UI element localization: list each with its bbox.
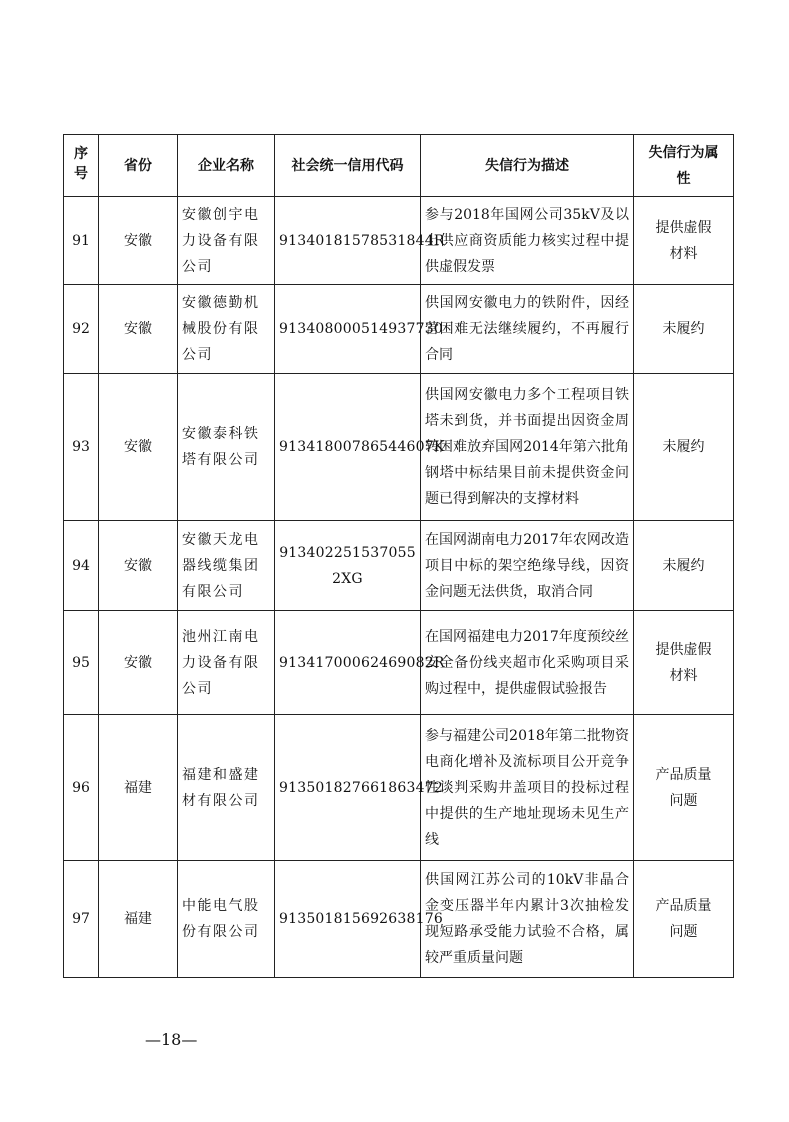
row-credit-code: 91341800786544607K [275,374,421,521]
row-credit-code: 913402251537055​2XG [275,521,421,611]
row-company: 安徽天龙电器线缆集团有限公司 [178,521,275,611]
row-description: 参与2018年国网公司35kV及以上供应商资质能力核实过程中提供虚假发票 [421,197,634,285]
row-credit-code: 91340181578531844R [275,197,421,285]
row-index: 97 [64,861,99,978]
row-company: 安徽创宇电力设备有限公司 [178,197,275,285]
header-idx: 序号 [64,135,99,197]
row-attribute: 产品质量问题 [634,715,734,861]
row-index: 92 [64,285,99,374]
header-province: 省份 [99,135,178,197]
row-index: 91 [64,197,99,285]
table-row [64,611,734,715]
row-province: 安徽 [99,611,178,715]
row-province: 安徽 [99,197,178,285]
row-description: 在国网湖南电力2017年农网改造项目中标的架空绝缘导线，因资金问题无法供货，取消合同 [421,521,634,611]
row-credit-code: 913501815692638176 [275,861,421,978]
row-province: 安徽 [99,374,178,521]
row-attribute: 未履约 [634,374,734,521]
header-description: 失信行为描述 [421,135,634,197]
row-credit-code: 913408000514937730 [275,285,421,374]
row-index: 94 [64,521,99,611]
row-province: 安徽 [99,521,178,611]
header-row [64,135,734,197]
page-number: —18— [145,1030,198,1049]
row-attribute: 未履约 [634,521,734,611]
row-company: 安徽泰科铁塔有限公司 [178,374,275,521]
row-index: 95 [64,611,99,715]
row-company: 安徽德勤机械股份有限公司 [178,285,275,374]
table-row [64,861,734,978]
row-attribute: 产品质量问题 [634,861,734,978]
row-index: 93 [64,374,99,521]
row-credit-code: 913501827661863472 [275,715,421,861]
row-description: 供国网安徽电力多个工程项目铁塔未到货，并书面提出因资金周转困难放弃国网2014年第六批角钢塔中标结果目前未提供资金问题已得到解决的支撑材料 [421,374,634,521]
row-description: 在国网福建电力2017年度预绞丝安全备份线夹超市化采购项目采购过程中，提供虚假试验报告 [421,611,634,715]
table-row [64,715,734,861]
table-row [64,285,734,374]
credit-table [63,134,734,978]
row-province: 福建 [99,861,178,978]
row-description: 供国网江苏公司的10kV非晶合金变压器半年内累计3次抽检发现短路承受能力试验不合格，属较严重质量问题 [421,861,634,978]
row-attribute: 提供虚假材料 [634,611,734,715]
row-credit-code: 91341700062469082R [275,611,421,715]
row-company: 中能电气股份有限公司 [178,861,275,978]
row-province: 安徽 [99,285,178,374]
header-company: 企业名称 [178,135,275,197]
row-company: 池州江南电力设备有限公司 [178,611,275,715]
row-index: 96 [64,715,99,861]
row-attribute: 未履约 [634,285,734,374]
row-description: 参与福建公司2018年第二批物资电商化增补及流标项目公开竞争性谈判采购井盖项目的投标过程中提供的生产地址现场未见生产线 [421,715,634,861]
header-attribute: 失信行为属性 [634,135,734,197]
table-row [64,521,734,611]
row-attribute: 提供虚假材料 [634,197,734,285]
row-company: 福建和盛建材有限公司 [178,715,275,861]
header-credit-code: 社会统一信用代码 [275,135,421,197]
table-row [64,197,734,285]
table-row [64,374,734,521]
row-description: 供国网安徽电力的铁附件，因经营困难无法继续履约，不再履行合同 [421,285,634,374]
row-province: 福建 [99,715,178,861]
